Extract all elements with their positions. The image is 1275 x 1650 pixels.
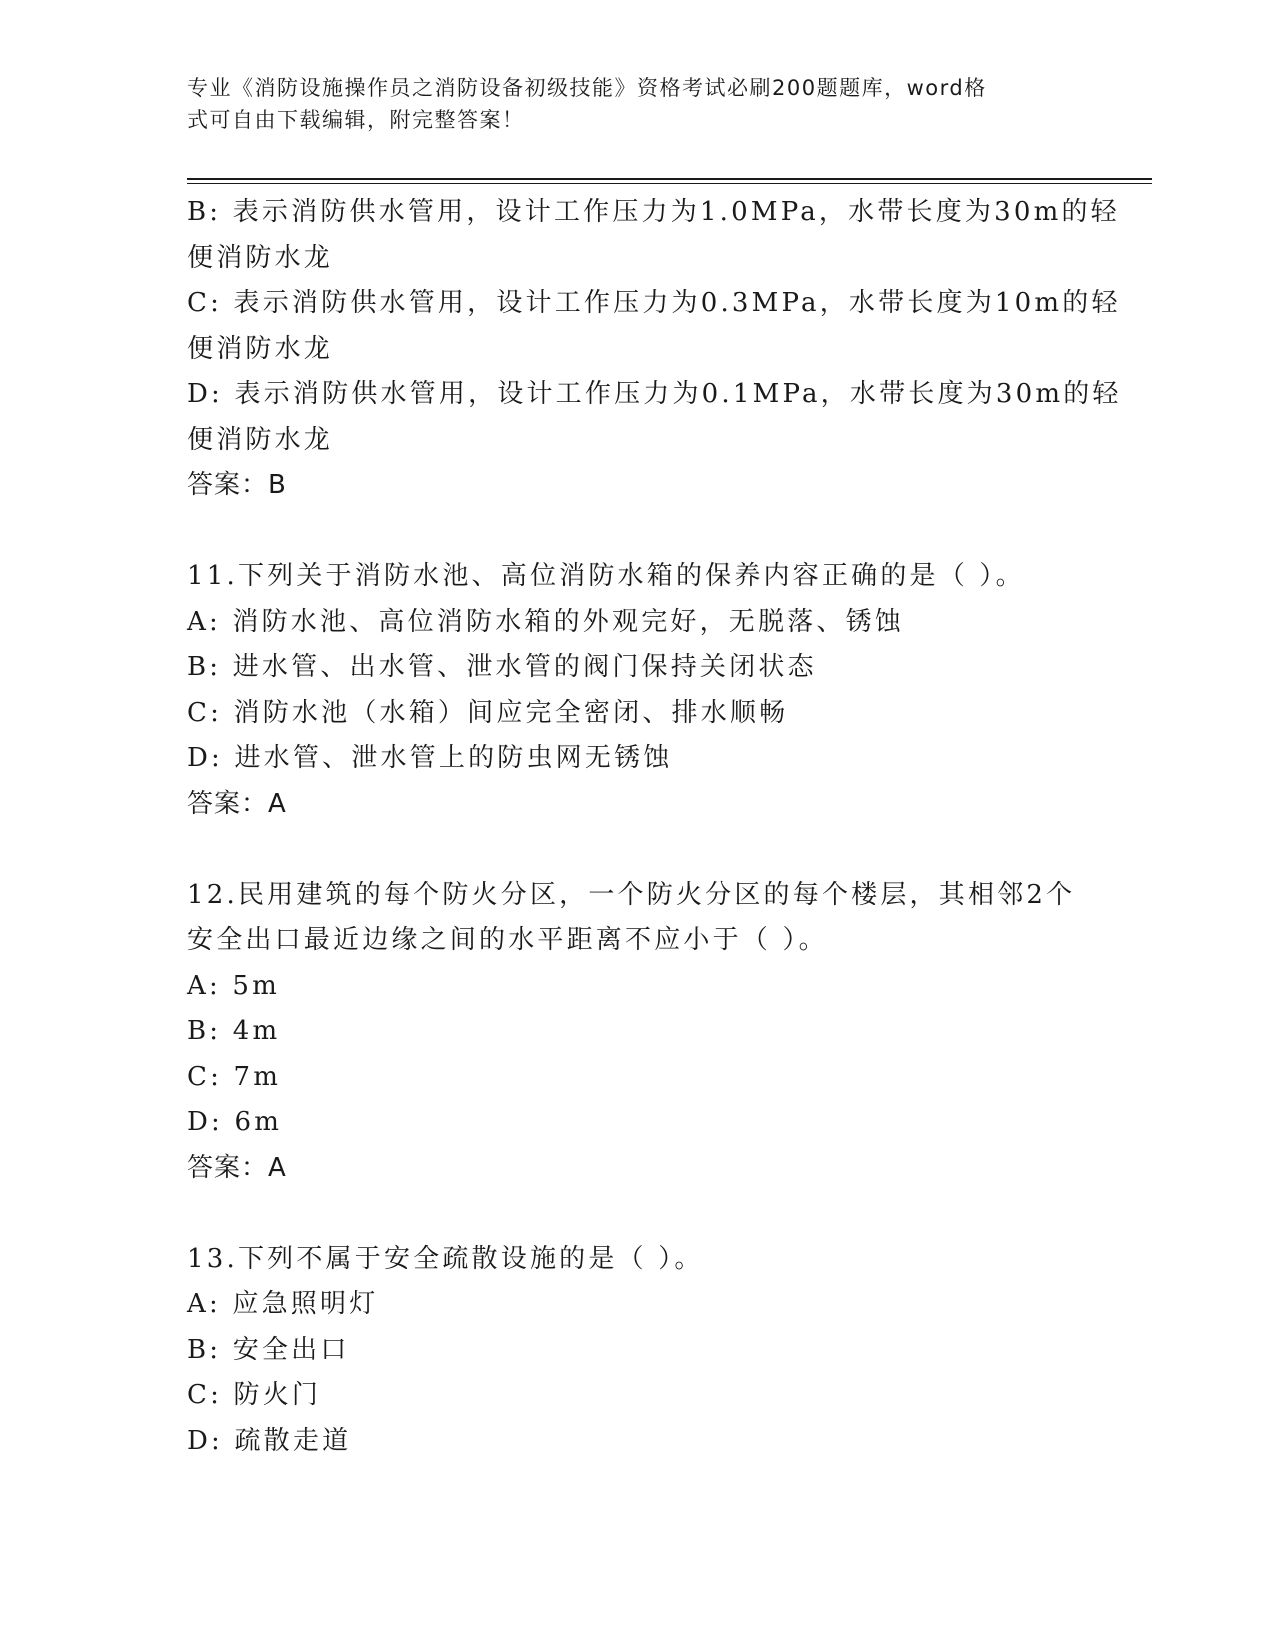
question-content	[187, 190, 1122, 1464]
option-b: B: 安全出口	[187, 1334, 350, 1365]
question-12	[187, 873, 1087, 1192]
header-title-line-1: 专业《消防设施操作员之消防设备初级技能》资格考试必刷200题题库，word格	[187, 76, 987, 100]
header-divider-thick	[187, 178, 1152, 180]
answer-line: 答案：B	[187, 470, 287, 500]
option-d: D: 6m	[187, 1107, 283, 1137]
option-b: B: 4m	[187, 1016, 281, 1046]
option-c: C: 防火门	[187, 1380, 322, 1410]
option-c: C: 7m	[187, 1061, 282, 1092]
question-stem: 13.下列不属于安全疏散设施的是（ ）。	[187, 1243, 704, 1274]
option-d: D: 进水管、泄水管上的防虫网无锈蚀	[187, 743, 673, 773]
question-stem-line-2: 安全出口最近边缘之间的水平距离不应小于（ ）。	[187, 925, 828, 955]
answer-line: 答案：A	[187, 1152, 287, 1183]
option-b-line-1: B: 表示消防供水管用，设计工作压力为1.0MPa，水带长度为30m的轻	[187, 197, 1120, 227]
spacer	[187, 1191, 1087, 1237]
question-stem: 11.下列关于消防水池、高位消防水箱的保养内容正确的是（ ）。	[187, 561, 1025, 591]
header-title-line-2: 式可自由下载编辑，附完整答案！	[187, 108, 525, 132]
question-10-continued	[187, 190, 1122, 509]
option-c-line-1: C: 表示消防供水管用，设计工作压力为0.3MPa，水带长度为10m的轻	[187, 288, 1121, 318]
option-b: B: 进水管、出水管、泄水管的阀门保持关闭状态	[187, 652, 817, 682]
option-c: C: 消防水池（水箱）间应完全密闭、排水顺畅	[187, 697, 789, 728]
question-11	[187, 554, 1087, 827]
question-13	[187, 1237, 1087, 1465]
option-a: A: 消防水池、高位消防水箱的外观完好，无脱落、锈蚀	[187, 606, 905, 637]
option-d: D: 疏散走道	[187, 1425, 352, 1456]
option-a: A: 5m	[187, 970, 280, 1001]
spacer	[187, 509, 1087, 555]
option-b-line-2: 便消防水龙	[187, 242, 334, 273]
option-d-line-1: D: 表示消防供水管用，设计工作压力为0.1MPa，水带长度为30m的轻	[187, 379, 1122, 409]
option-d-line-2: 便消防水龙	[187, 424, 334, 455]
header-divider-thin	[187, 183, 1152, 184]
question-stem-line-1: 12.民用建筑的每个防火分区，一个防火分区的每个楼层，其相邻2个	[187, 879, 1076, 910]
answer-line: 答案：A	[187, 788, 287, 819]
document-header	[187, 72, 1087, 136]
spacer	[187, 827, 1087, 873]
option-a: A: 应急照明灯	[187, 1289, 379, 1319]
option-c-line-2: 便消防水龙	[187, 333, 334, 364]
